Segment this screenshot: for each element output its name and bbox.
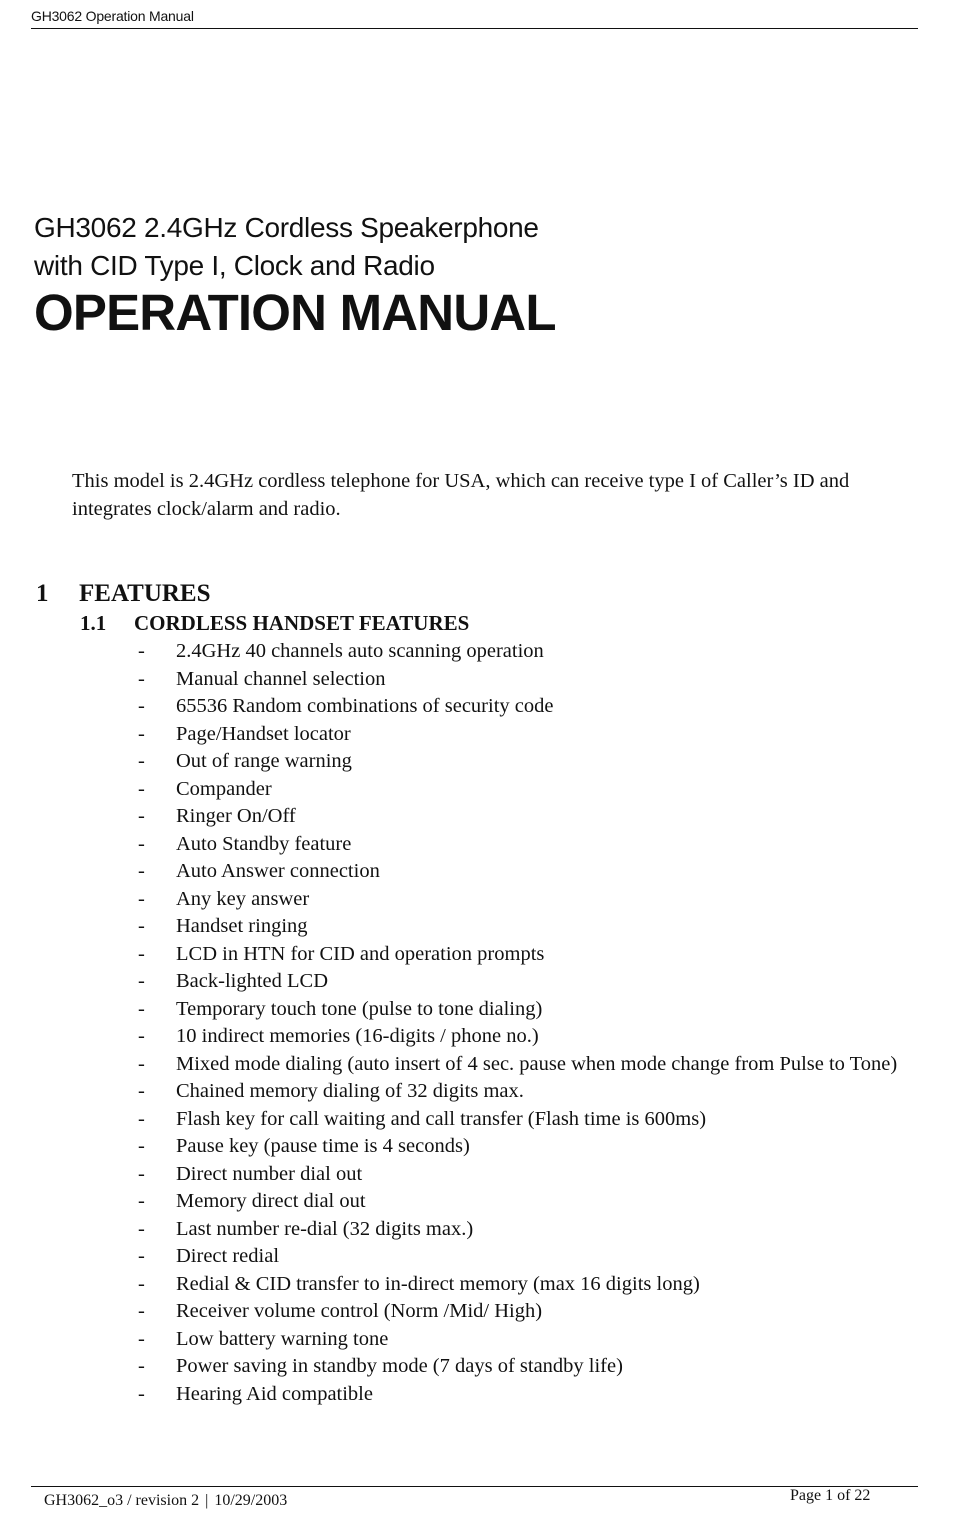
bullet-dash: - bbox=[138, 750, 145, 772]
footer-page-number: Page 1 of 22 bbox=[790, 1487, 871, 1504]
feature-item bbox=[138, 1271, 928, 1299]
feature-text: Direct number dial out bbox=[176, 1162, 363, 1185]
feature-text: 10 indirect memories (16-digits / phone no.) bbox=[176, 1025, 539, 1047]
feature-item bbox=[138, 1023, 928, 1051]
bullet-dash: - bbox=[138, 1052, 145, 1075]
feature-text: Chained memory dialing of 32 digits max. bbox=[176, 1080, 524, 1102]
feature-item bbox=[138, 776, 928, 804]
title-line-1: GH3062 2.4GHz Cordless Speakerphone bbox=[34, 212, 539, 243]
main-title: OPERATION MANUAL bbox=[34, 284, 556, 341]
feature-item bbox=[138, 1216, 928, 1244]
feature-text: Any key answer bbox=[176, 887, 310, 910]
feature-text: LCD in HTN for CID and operation prompts bbox=[176, 942, 545, 965]
bullet-dash: - bbox=[138, 1190, 145, 1212]
bullet-dash: - bbox=[138, 1300, 145, 1322]
bullet-dash: - bbox=[138, 942, 145, 965]
feature-text: Auto Answer connection bbox=[176, 860, 380, 882]
feature-text: Manual channel selection bbox=[176, 667, 386, 690]
bullet-dash: - bbox=[138, 970, 145, 992]
bullet-dash: - bbox=[138, 887, 145, 910]
bullet-dash: - bbox=[138, 832, 145, 855]
footer-doc-info bbox=[44, 1492, 287, 1510]
feature-item bbox=[138, 666, 928, 694]
bullet-dash: - bbox=[138, 1162, 145, 1185]
feature-item bbox=[138, 996, 928, 1024]
feature-item bbox=[138, 886, 928, 914]
feature-item bbox=[138, 638, 928, 666]
bullet-dash: - bbox=[138, 695, 145, 717]
feature-item bbox=[138, 1106, 928, 1134]
feature-item bbox=[138, 858, 928, 886]
feature-list bbox=[138, 638, 928, 1408]
bullet-dash: - bbox=[138, 1272, 145, 1295]
bullet-dash: - bbox=[138, 777, 145, 800]
footer-doc-id: GH3062_o3 / revision 2 bbox=[44, 1492, 200, 1509]
intro-paragraph: This model is 2.4GHz cordless telephone for USA, which can receive type I of Caller’s ID and integrates clock/alarm and radio. bbox=[72, 470, 850, 520]
title-line-2: with CID Type I, Clock and Radio bbox=[34, 250, 435, 281]
feature-item bbox=[138, 693, 928, 721]
feature-text: Temporary touch tone (pulse to tone dialing) bbox=[176, 997, 543, 1020]
feature-item bbox=[138, 1243, 928, 1271]
feature-text: Page/Handset locator bbox=[176, 722, 351, 745]
feature-item bbox=[138, 1078, 928, 1106]
feature-text: 65536 Random combinations of security code bbox=[176, 695, 554, 717]
feature-text: Memory direct dial out bbox=[176, 1190, 366, 1212]
feature-item bbox=[138, 1353, 928, 1381]
bullet-dash: - bbox=[138, 1135, 145, 1157]
bullet-dash: - bbox=[138, 805, 145, 827]
feature-text: Direct redial bbox=[176, 1245, 280, 1267]
bullet-dash: - bbox=[138, 1382, 145, 1405]
feature-item bbox=[138, 803, 928, 831]
bullet-dash: - bbox=[138, 640, 145, 662]
bullet-dash: - bbox=[138, 1327, 145, 1350]
footer-rule bbox=[31, 1486, 918, 1487]
bullet-dash: - bbox=[138, 860, 145, 882]
footer-separator: | bbox=[205, 1492, 209, 1509]
feature-text: Ringer On/Off bbox=[176, 805, 296, 827]
subsection-title: CORDLESS HANDSET FEATURES bbox=[134, 611, 470, 635]
header-rule bbox=[31, 28, 918, 29]
feature-item bbox=[138, 1298, 928, 1326]
footer-date: 10/29/2003 bbox=[214, 1492, 288, 1509]
feature-item bbox=[138, 1188, 928, 1216]
feature-item bbox=[138, 1161, 928, 1189]
feature-item bbox=[138, 831, 928, 859]
feature-item bbox=[138, 968, 928, 996]
feature-item bbox=[138, 1133, 928, 1161]
subsection-number: 1.1 bbox=[80, 611, 107, 635]
feature-text: Compander bbox=[176, 777, 272, 800]
feature-item bbox=[138, 1326, 928, 1354]
feature-text: Handset ringing bbox=[176, 915, 308, 937]
feature-item bbox=[138, 913, 928, 941]
feature-text: Flash key for call waiting and call transfer (Flash time is 600ms) bbox=[176, 1107, 707, 1130]
bullet-dash: - bbox=[138, 997, 145, 1020]
feature-item bbox=[138, 1051, 928, 1079]
bullet-dash: - bbox=[138, 667, 145, 690]
feature-text: Back-lighted LCD bbox=[176, 970, 329, 992]
bullet-dash: - bbox=[138, 1355, 145, 1377]
feature-text: Auto Standby feature bbox=[176, 832, 352, 855]
feature-text: Mixed mode dialing (auto insert of 4 sec. pause when mode change from Pulse to Tone) bbox=[176, 1052, 898, 1075]
bullet-dash: - bbox=[138, 722, 145, 745]
feature-item bbox=[138, 1381, 928, 1409]
feature-text: Hearing Aid compatible bbox=[176, 1382, 373, 1405]
feature-text: Out of range warning bbox=[176, 750, 352, 772]
bullet-dash: - bbox=[138, 915, 145, 937]
running-header: GH3062 Operation Manual bbox=[31, 8, 194, 24]
bullet-dash: - bbox=[138, 1217, 145, 1240]
feature-text: Low battery warning tone bbox=[176, 1327, 389, 1350]
feature-text: Receiver volume control (Norm /Mid/ High) bbox=[176, 1300, 543, 1322]
bullet-dash: - bbox=[138, 1080, 145, 1102]
feature-text: Last number re-dial (32 digits max.) bbox=[176, 1217, 474, 1240]
bullet-dash: - bbox=[138, 1107, 145, 1130]
feature-item bbox=[138, 721, 928, 749]
feature-text: Pause key (pause time is 4 seconds) bbox=[176, 1135, 470, 1157]
feature-text: 2.4GHz 40 channels auto scanning operation bbox=[176, 640, 544, 662]
feature-item bbox=[138, 941, 928, 969]
bullet-dash: - bbox=[138, 1025, 145, 1047]
feature-text: Redial & CID transfer to in-direct memory (max 16 digits long) bbox=[176, 1272, 700, 1295]
feature-text: Power saving in standby mode (7 days of standby life) bbox=[176, 1355, 623, 1377]
section-title: FEATURES bbox=[79, 580, 211, 607]
feature-item bbox=[138, 748, 928, 776]
section-number: 1 bbox=[36, 580, 49, 607]
bullet-dash: - bbox=[138, 1245, 145, 1267]
